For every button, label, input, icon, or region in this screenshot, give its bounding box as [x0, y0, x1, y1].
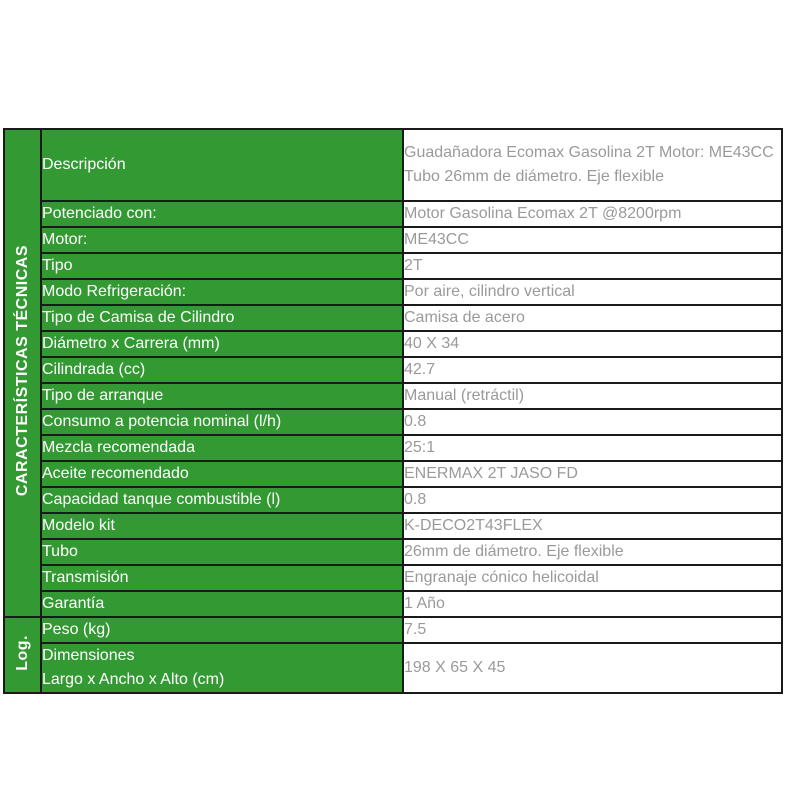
spec-value: 2T	[403, 253, 782, 279]
spec-label: Mezcla recomendada	[41, 435, 403, 461]
table-row	[4, 513, 782, 539]
spec-value: 7.5	[403, 617, 782, 643]
table-row	[4, 305, 782, 331]
spec-label: Potenciado con:	[41, 201, 403, 227]
section-technical-label: CARACTERÍSTICAS TÉCNICAS	[13, 244, 31, 497]
table-row	[4, 461, 782, 487]
spec-label: Garantía	[41, 591, 403, 617]
table-row	[4, 201, 782, 227]
spec-label: Descripción	[41, 129, 403, 201]
spec-value: Camisa de acero	[403, 305, 782, 331]
dimensions-label-line1: Dimensiones	[42, 647, 135, 664]
section-logistics	[4, 617, 41, 693]
section-logistics-label: Log.	[13, 634, 31, 671]
table-row	[4, 591, 782, 617]
spec-value: 26mm de diámetro. Eje flexible	[403, 539, 782, 565]
spec-value: Engranaje cónico helicoidal	[403, 565, 782, 591]
spec-value: K-DECO2T43FLEX	[403, 513, 782, 539]
spec-label: Tipo de Camisa de Cilindro	[41, 305, 403, 331]
spec-label: Modo Refrigeración:	[41, 279, 403, 305]
spec-label: Tipo	[41, 253, 403, 279]
table-row	[4, 253, 782, 279]
section-technical	[4, 129, 41, 617]
spec-value: 0.8	[403, 409, 782, 435]
table-row	[4, 643, 782, 693]
spec-value: Manual (retráctil)	[403, 383, 782, 409]
spec-value: Por aire, cilindro vertical	[403, 279, 782, 305]
spec-value: ENERMAX 2T JASO FD	[403, 461, 782, 487]
spec-label: Consumo a potencia nominal (l/h)	[41, 409, 403, 435]
spec-value: 25:1	[403, 435, 782, 461]
spec-value: Motor Gasolina Ecomax 2T @8200rpm	[403, 201, 782, 227]
spec-label: Aceite recomendado	[41, 461, 403, 487]
spec-label-dimensions	[41, 643, 403, 693]
spec-label: Motor:	[41, 227, 403, 253]
spec-value: 40 X 34	[403, 331, 782, 357]
spec-table	[3, 128, 783, 694]
spec-value: 42.7	[403, 357, 782, 383]
spec-value: 1 Año	[403, 591, 782, 617]
spec-label: Transmisión	[41, 565, 403, 591]
dimensions-label-line2: Largo x Ancho x Alto (cm)	[42, 671, 225, 688]
spec-value: 0.8	[403, 487, 782, 513]
table-row	[4, 357, 782, 383]
table-row	[4, 565, 782, 591]
spec-label: Modelo kit	[41, 513, 403, 539]
spec-value: Guadañadora Ecomax Gasolina 2T Motor: ME43CC Tubo 26mm de diámetro. Eje flexible	[403, 129, 782, 201]
spec-label: Peso (kg)	[41, 617, 403, 643]
table-row	[4, 435, 782, 461]
table-row	[4, 487, 782, 513]
spec-value: ME43CC	[403, 227, 782, 253]
table-row	[4, 383, 782, 409]
table-row	[4, 331, 782, 357]
table-row	[4, 129, 782, 201]
spec-label: Diámetro x Carrera (mm)	[41, 331, 403, 357]
spec-label: Tipo de arranque	[41, 383, 403, 409]
table-row	[4, 409, 782, 435]
table-row	[4, 539, 782, 565]
table-row	[4, 617, 782, 643]
spec-label: Capacidad tanque combustible (l)	[41, 487, 403, 513]
spec-value: 198 X 65 X 45	[403, 643, 782, 693]
spec-label: Cilindrada (cc)	[41, 357, 403, 383]
table-row	[4, 279, 782, 305]
table-row	[4, 227, 782, 253]
spec-label: Tubo	[41, 539, 403, 565]
